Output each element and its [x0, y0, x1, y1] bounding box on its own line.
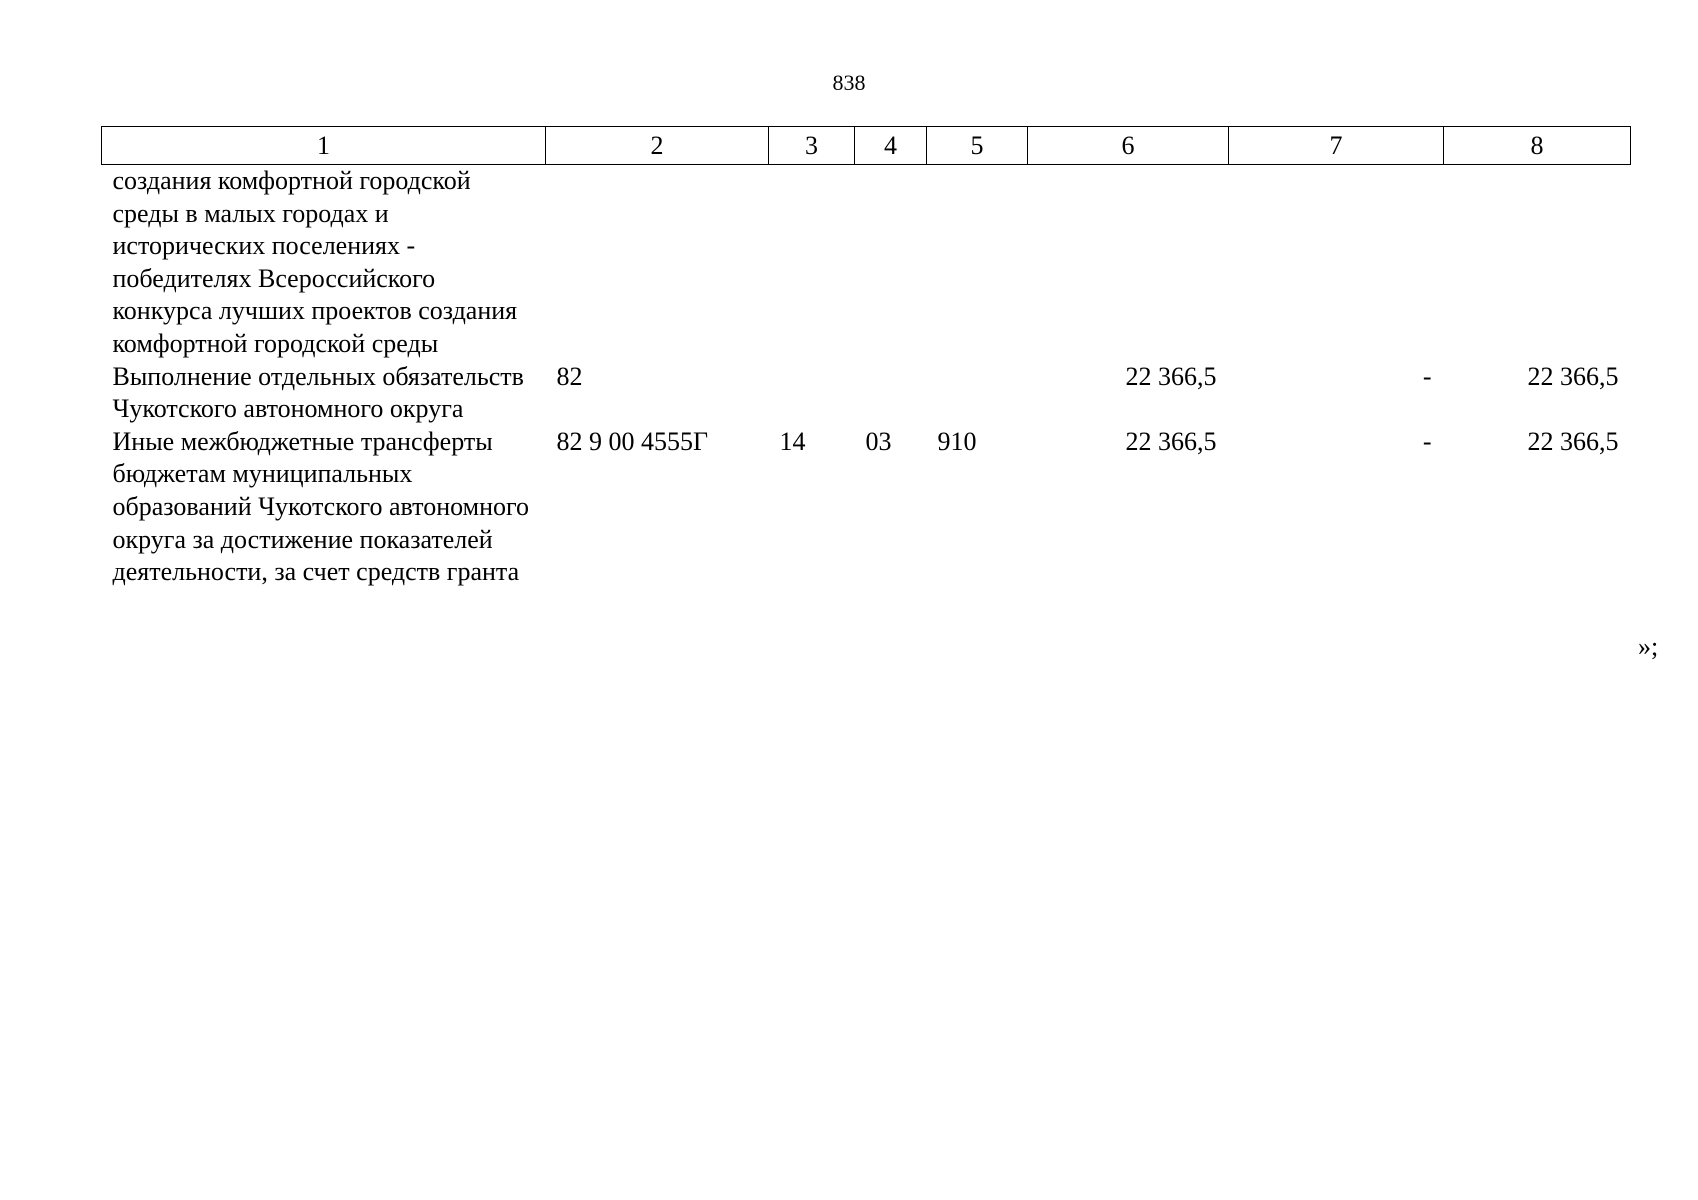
row-amount-8: 22 366,5 [1527, 426, 1619, 456]
row-code [546, 165, 769, 361]
row-section: 14 [779, 426, 806, 456]
row-amount-7: - [1422, 426, 1432, 456]
row-amount-6 [1028, 165, 1229, 361]
row-amount-7: - [1422, 361, 1432, 391]
row-expense-type [927, 165, 1028, 361]
row-amount-6: 22 366,5 [1125, 361, 1217, 391]
row-subsection [855, 165, 927, 361]
row-expense-type: 910 [937, 426, 977, 456]
row-subsection: 03 [865, 426, 892, 456]
row-amount-7 [1229, 165, 1444, 361]
table-row [102, 426, 1631, 589]
row-subsection [855, 361, 927, 426]
column-number-6: 6 [1028, 127, 1229, 165]
row-name: Выполнение отдельных обязательств Чукотского автономного округа [112, 361, 524, 424]
budget-table [101, 126, 1631, 589]
row-code: 82 [556, 361, 583, 391]
table-row [102, 361, 1631, 426]
row-amount-6: 22 366,5 [1125, 426, 1217, 456]
column-number-row [102, 127, 1631, 165]
column-number-5: 5 [927, 127, 1028, 165]
row-name: Иные межбюджетные трансферты бюджетам муниципальных образований Чукотского автономного округа за достижение показателей деятельности, за счет средств гранта [112, 426, 530, 587]
row-section [769, 361, 855, 426]
page-number: 838 [832, 70, 866, 95]
table-header [102, 127, 1631, 165]
column-number-3: 3 [769, 127, 855, 165]
column-number-2: 2 [546, 127, 769, 165]
closing-quote-mark: »; [1638, 632, 1659, 661]
row-amount-8 [1444, 165, 1631, 361]
row-amount-8: 22 366,5 [1527, 361, 1619, 391]
row-name: создания комфортной городской среды в малых городах и исторических поселениях - победителях Всероссийского конкурса лучших проектов создания комфортной городской среды [112, 166, 518, 358]
column-number-7: 7 [1229, 127, 1444, 165]
table-body [102, 165, 1631, 589]
row-section [769, 165, 855, 361]
column-number-1: 1 [102, 127, 546, 165]
column-number-4: 4 [855, 127, 927, 165]
row-code: 82 9 00 4555Г [556, 426, 709, 456]
table-row [102, 165, 1631, 361]
row-expense-type [927, 361, 1028, 426]
column-number-8: 8 [1444, 127, 1631, 165]
